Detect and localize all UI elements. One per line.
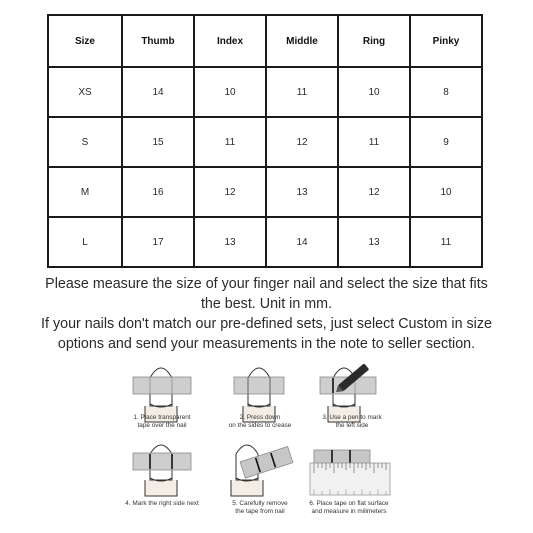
table-cell: 15 [122,117,194,167]
step-6-caption: 6. Place tape on flat surface and measure in milimeters [309,500,389,515]
header-cell: Ring [338,15,410,67]
step-2 [226,360,294,432]
size-label-cell: S [48,117,122,167]
size-chart-table [47,14,483,268]
table-cell: 14 [122,67,194,117]
size-label-cell: L [48,217,122,267]
size-label-cell: XS [48,67,122,117]
table-cell: 12 [194,167,266,217]
step-5 [226,440,294,515]
measurement-instructions [0,274,533,354]
step-1 [128,360,196,432]
header-cell: Middle [266,15,338,67]
header-cell: Size [48,15,122,67]
instruction-line-measure: Please measure the size of your finger nail and select the size that fits the best. Unit in mm. [45,276,488,312]
step-3-caption: 3. Use a pen to mark the left side [322,414,382,429]
table-cell: 13 [338,217,410,267]
table-cell: 10 [338,67,410,117]
table-cell: 12 [338,167,410,217]
table-row [48,217,482,267]
table-row [48,117,482,167]
table-cell: 12 [266,117,338,167]
table-cell: 11 [338,117,410,167]
table-cell: 14 [266,217,338,267]
step-2-caption: 2. Press down on the sides to crease [228,414,292,429]
table-cell: 10 [410,167,482,217]
step-6 [306,440,392,515]
step-4-caption: 4. Mark the right side next [125,500,199,507]
step-3 [318,360,386,432]
step-5-caption: 5. Carefully remove the tape from nail [232,500,288,515]
table-cell: 11 [194,117,266,167]
table-row [48,167,482,217]
header-cell: Index [194,15,266,67]
table-cell: 10 [194,67,266,117]
header-cell: Pinky [410,15,482,67]
table-cell: 17 [122,217,194,267]
table-header-row [48,15,482,67]
table-cell: 11 [266,67,338,117]
table-cell: 11 [410,217,482,267]
table-cell: 13 [266,167,338,217]
ruler-measure-illustration-icon [306,440,392,500]
size-label-cell: M [48,167,122,217]
header-cell: Thumb [122,15,194,67]
instruction-line-custom: If your nails don't match our pre-defined sets, just select Custom in size options and send your measurements in the note to seller section. [41,316,492,352]
step-1-caption: 1. Place transparent tape over the nail [133,414,191,429]
table-cell: 8 [410,67,482,117]
table-row [48,67,482,117]
table-cell: 16 [122,167,194,217]
table-cell: 9 [410,117,482,167]
step-4 [125,440,199,512]
table-cell: 13 [194,217,266,267]
